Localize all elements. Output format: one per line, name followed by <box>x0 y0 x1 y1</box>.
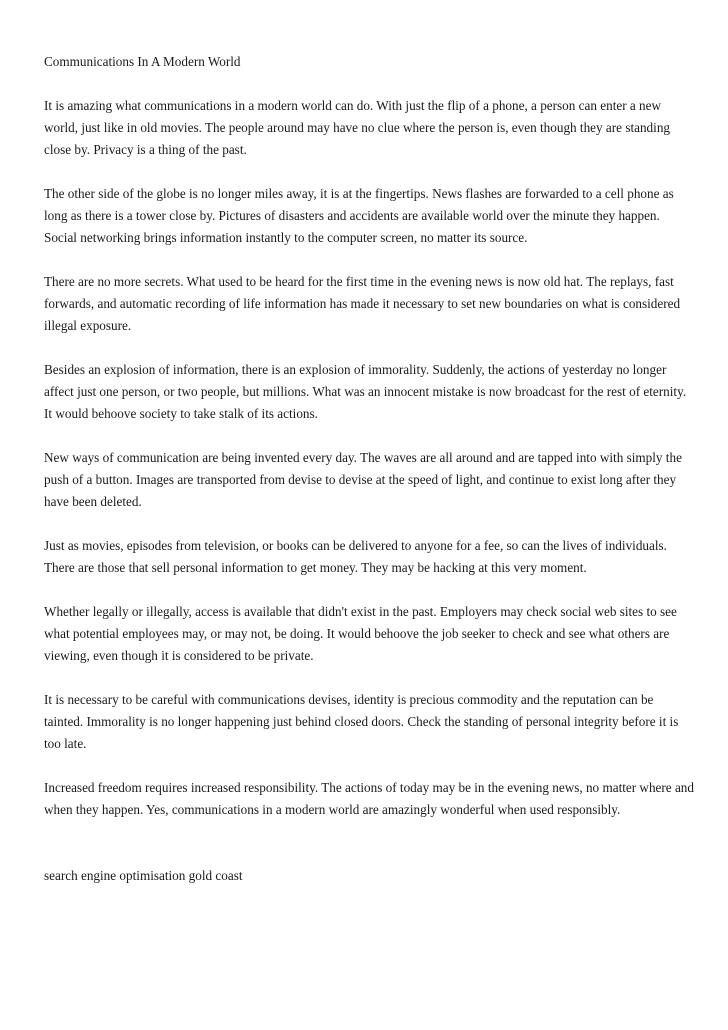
paragraph-8: It is necessary to be careful with communications devises, identity is precious commodity and the reputation can be tainted. Immorality is no longer happening just behind closed doors. Check the standing of personal integrity before it is too late. <box>44 692 679 751</box>
document-page <box>44 51 694 887</box>
paragraph-4: Besides an explosion of information, there is an explosion of immorality. Suddenly, the actions of yesterday no longer affect just one person, or two people, but millions. What was an innocent mistake is now broadcast for the rest of eternity. It would behoove society to take stalk of its actions. <box>44 362 687 421</box>
document-title: Communications In A Modern World <box>44 54 241 69</box>
paragraph-6: Just as movies, episodes from television, or books can be delivered to anyone for a fee, so can the lives of individuals. There are those that sell personal information to get money. They may be hacking at this very moment. <box>44 538 667 575</box>
paragraph-3: There are no more secrets. What used to be heard for the first time in the evening news is now old hat. The replays, fast forwards, and automatic recording of life information has made it necessary to set new boundaries on what is considered illegal exposure. <box>44 274 681 333</box>
footer-keyword-text: search engine optimisation gold coast <box>44 868 243 883</box>
paragraph-1: It is amazing what communications in a modern world can do. With just the flip of a phone, a person can enter a new world, just like in old movies. The people around may have no clue where the person is, even though they are standing close by. Privacy is a thing of the past. <box>44 98 671 157</box>
paragraph-9: Increased freedom requires increased responsibility. The actions of today may be in the evening news, no matter where and when they happen. Yes, communications in a modern world are amazingly wonderful when used responsibly. <box>44 780 694 817</box>
paragraph-5: New ways of communication are being invented every day. The waves are all around and are tapped into with simply the push of a button. Images are transported from devise to devise at the speed of light, and continue to exist long after they have been deleted. <box>44 450 682 509</box>
paragraph-2: The other side of the globe is no longer miles away, it is at the fingertips. News flashes are forwarded to a cell phone as long as there is a tower close by. Pictures of disasters and accidents are available world over the minute they happen. Social networking brings information instantly to the computer screen, no matter its source. <box>44 186 674 245</box>
paragraph-7: Whether legally or illegally, access is available that didn't exist in the past. Employers may check social web sites to see what potential employees may, or may not, be doing. It would behoove the job seeker to check and see what others are viewing, even though it is considered to be private. <box>44 604 677 663</box>
